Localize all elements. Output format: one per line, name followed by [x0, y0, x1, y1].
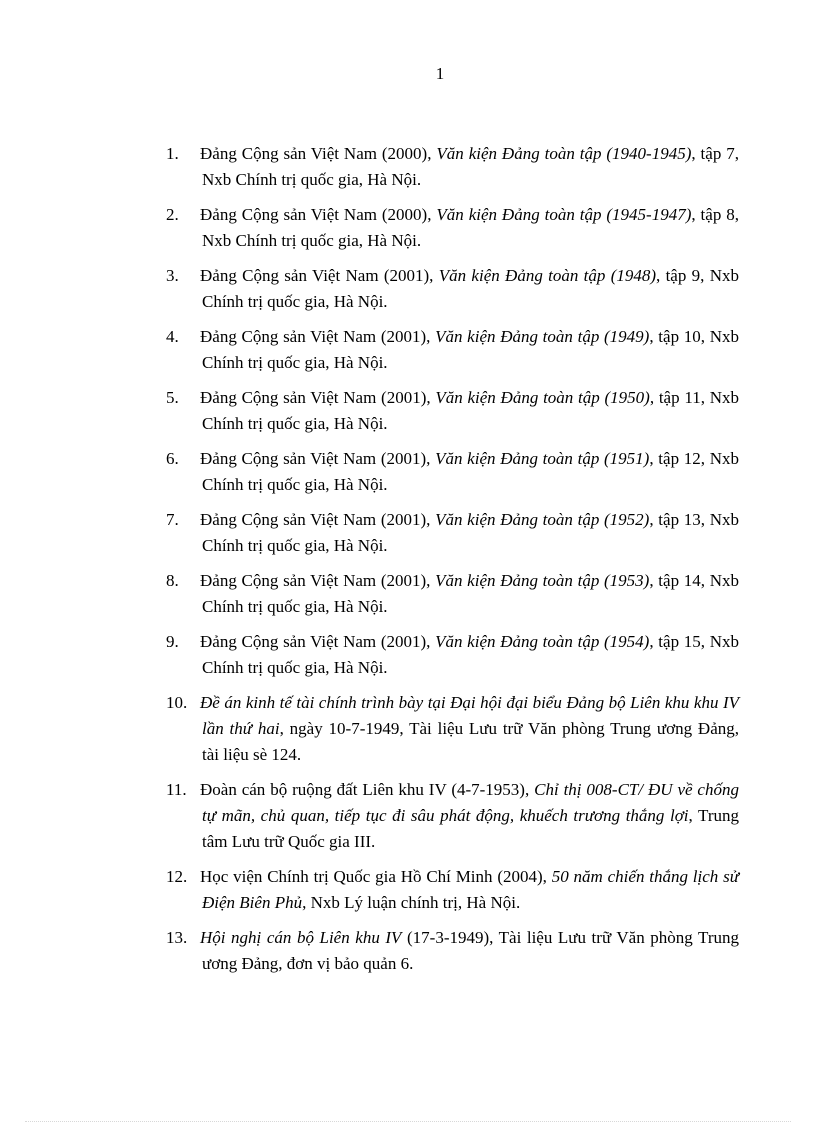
reference-item: [132, 690, 739, 768]
reference-number: 5.: [166, 388, 179, 407]
reference-number: 9.: [166, 632, 179, 651]
reference-number: 4.: [166, 327, 179, 346]
reference-title: Đề án kinh tế tài chính trình bày tại Đại hội đại biểu Đảng bộ Liên khu khu IV lần thứ hai: [200, 693, 739, 738]
reference-number: 7.: [166, 510, 179, 529]
reference-details: , Trung tâm Lưu trữ Quốc gia III.: [202, 806, 740, 851]
reference-title: 50 năm chiến thắng lịch sử Điện Biên Phủ: [202, 867, 739, 912]
reference-title: Văn kiện Đảng toàn tập (1945-1947): [436, 205, 692, 224]
reference-author: Đảng Cộng sản Việt Nam (2001),: [200, 327, 436, 346]
reference-list: [132, 141, 739, 986]
reference-author: Học viện Chính trị Quốc gia Hồ Chí Minh (2004),: [200, 867, 552, 886]
reference-item: [132, 263, 739, 315]
reference-number: 1.: [166, 144, 179, 163]
reference-item: [132, 629, 739, 681]
reference-item: [132, 864, 739, 916]
reference-number: 13.: [166, 928, 188, 947]
reference-item: [132, 446, 739, 498]
reference-author: Đảng Cộng sản Việt Nam (2001),: [200, 571, 436, 590]
reference-details: , tập 12, Nxb Chính trị quốc gia, Hà Nội.: [202, 449, 739, 494]
reference-item: [132, 777, 739, 855]
reference-number: 6.: [166, 449, 179, 468]
reference-details: , Nxb Lý luận chính trị, Hà Nội.: [302, 893, 521, 912]
page-number: 1: [435, 64, 445, 83]
reference-details: , tập 13, Nxb Chính trị quốc gia, Hà Nội.: [202, 510, 739, 555]
reference-number: 2.: [166, 205, 179, 224]
reference-details: , tập 15, Nxb Chính trị quốc gia, Hà Nội.: [202, 632, 739, 677]
reference-author: Đảng Cộng sản Việt Nam (2001),: [200, 449, 436, 468]
reference-item: [132, 202, 739, 254]
reference-details: , tập 14, Nxb Chính trị quốc gia, Hà Nội.: [202, 571, 739, 616]
reference-details: , tập 11, Nxb Chính trị quốc gia, Hà Nội.: [202, 388, 739, 433]
reference-title: Văn kiện Đảng toàn tập (1950): [435, 388, 650, 407]
reference-author: Đảng Cộng sản Việt Nam (2000),: [200, 205, 437, 224]
reference-title: Văn kiện Đảng toàn tập (1954): [435, 632, 650, 651]
reference-number: 11.: [166, 780, 187, 799]
reference-title: Văn kiện Đảng toàn tập (1940-1945): [436, 144, 692, 163]
reference-item: [132, 324, 739, 376]
reference-author: Đoàn cán bộ ruộng đất Liên khu IV (4-7-1953),: [200, 780, 535, 799]
reference-details: , tập 10, Nxb Chính trị quốc gia, Hà Nội.: [202, 327, 739, 372]
reference-author: Đảng Cộng sản Việt Nam (2001),: [200, 632, 436, 651]
reference-title: Văn kiện Đảng toàn tập (1952): [435, 510, 650, 529]
page-bottom-divider: [25, 1121, 791, 1122]
reference-author: Đảng Cộng sản Việt Nam (2001),: [200, 388, 436, 407]
reference-author: Đảng Cộng sản Việt Nam (2000),: [200, 144, 437, 163]
reference-item: [132, 507, 739, 559]
reference-title: Chỉ thị 008-CT/ ĐU về chống tự mãn, chủ quan, tiếp tục đi sâu phát động, khuếch trương thắng lợi: [202, 780, 739, 825]
reference-item: [132, 141, 739, 193]
reference-number: 8.: [166, 571, 179, 590]
reference-details: (17-3-1949), Tài liệu Lưu trữ Văn phòng Trung ương Đảng, đơn vị bảo quản 6.: [202, 928, 739, 973]
reference-item: [132, 925, 739, 977]
reference-title: Văn kiện Đảng toàn tập (1948): [438, 266, 657, 285]
reference-title: Văn kiện Đảng toàn tập (1953): [435, 571, 650, 590]
reference-details: , ngày 10-7-1949, Tài liệu Lưu trữ Văn phòng Trung ương Đảng, tài liệu sè 124.: [202, 719, 739, 764]
reference-title: Văn kiện Đảng toàn tập (1949): [435, 327, 650, 346]
reference-details: , tập 7, Nxb Chính trị quốc gia, Hà Nội.: [202, 144, 739, 189]
reference-details: , tập 9, Nxb Chính trị quốc gia, Hà Nội.: [202, 266, 740, 311]
reference-title: Hội nghị cán bộ Liên khu IV: [200, 928, 402, 947]
reference-item: [132, 568, 739, 620]
reference-author: Đảng Cộng sản Việt Nam (2001),: [200, 510, 436, 529]
reference-author: Đảng Cộng sản Việt Nam (2001),: [200, 266, 439, 285]
reference-title: Văn kiện Đảng toàn tập (1951): [435, 449, 650, 468]
reference-number: 10.: [166, 693, 188, 712]
reference-item: [132, 385, 739, 437]
reference-number: 3.: [166, 266, 179, 285]
reference-number: 12.: [166, 867, 188, 886]
reference-details: , tập 8, Nxb Chính trị quốc gia, Hà Nội.: [202, 205, 739, 250]
